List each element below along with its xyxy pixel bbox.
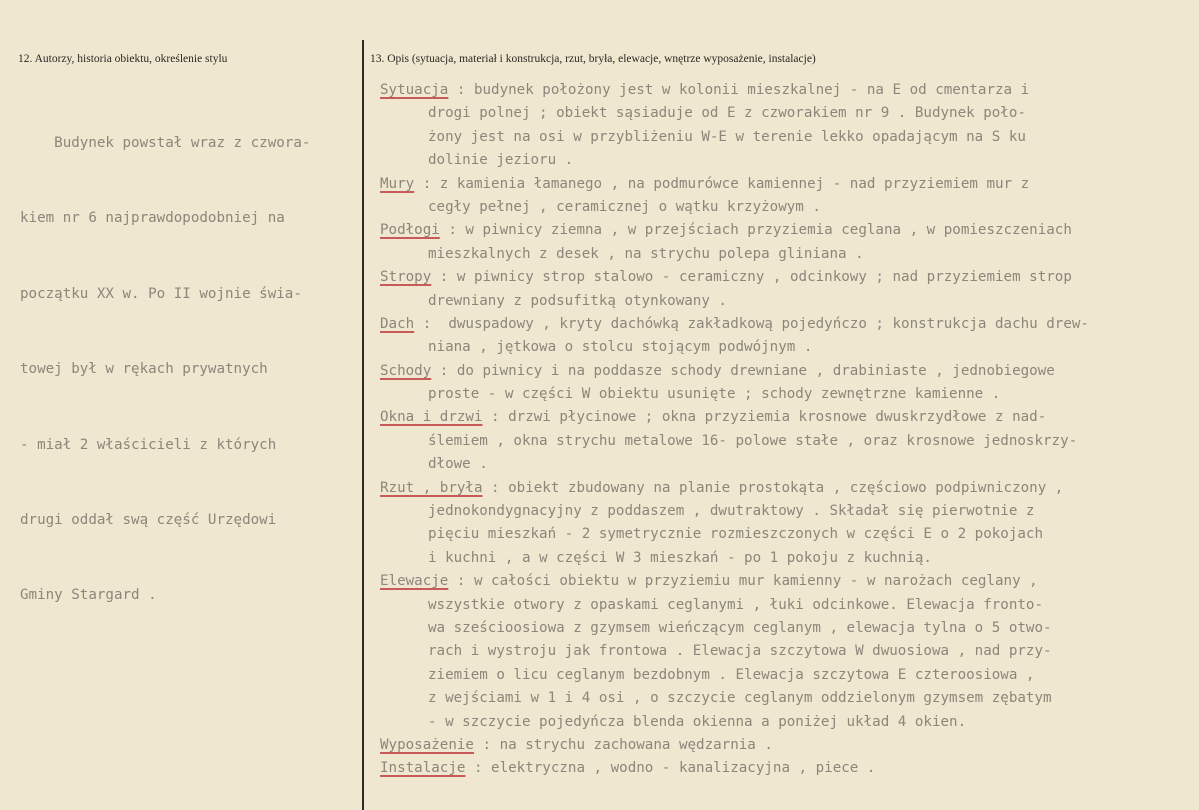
- section-heading: Podłogi: [380, 222, 440, 239]
- section-continuation-line: jednokondygnacyjny z poddaszem , dwutraktowy . Składał się pierwotnie z: [428, 503, 1035, 520]
- section-continuation-line: dłowe .: [428, 456, 488, 473]
- section-continuation-line: i kuchni , a w części W 3 mieszkań - po 1 pokoju z kuchnią.: [428, 549, 932, 566]
- description-section: [380, 360, 1195, 407]
- history-text: [20, 78, 360, 658]
- section-heading: Rzut , bryła: [380, 479, 483, 496]
- description-section: [380, 734, 1195, 757]
- section-continuation-line: żony jest na osi w przybliżeniu W-E w terenie lekko opadającym na S ku: [428, 128, 1026, 145]
- section-text: : z kamienia łamanego , na podmurówce kamiennej - nad przyziemiem mur z: [414, 175, 1030, 192]
- description-section: [380, 266, 1195, 313]
- section-continuation-line: proste - w części W obiektu usunięte ; schody zewnętrzne kamienne .: [428, 386, 1001, 403]
- section-continuation-line: - w szczycie pojedyńcza blenda okienna a poniżej układ 4 okien.: [428, 713, 967, 730]
- history-line: - miał 2 właścicieli z których: [20, 436, 277, 453]
- section-continuation-line: wa sześcioosiowa z gzymsem wieńczącym ceglanym , elewacja tylna o 5 otwo-: [428, 619, 1052, 636]
- section-first-line: [380, 757, 1195, 780]
- section-13-header: 13. Opis (sytuacja, materiał i konstrukcja, rzut, bryła, elewacje, wnętrze wyposażenie, instalacje): [370, 53, 816, 65]
- section-heading: Okna i drzwi: [380, 409, 483, 426]
- section-continuation-line: ślemiem , okna strychu metalowe 16- polowe stałe , oraz krosnowe jednoskrzy-: [428, 432, 1078, 449]
- section-first-line: [380, 313, 1195, 336]
- section-text: : w piwnicy strop stalowo - ceramiczny , odcinkowy ; nad przyziemiem strop: [431, 269, 1072, 286]
- description-section: [380, 313, 1195, 360]
- section-continuation-line: rach i wystroju jak frontowa . Elewacja szczytowa W dwuosiowa , nad przy-: [428, 643, 1052, 660]
- section-first-line: [380, 477, 1195, 500]
- section-continuation-line: z wejściami w 1 i 4 osi , o szczycie ceglanym oddzielonym gzymsem zębatym: [428, 690, 1052, 707]
- description-section: [380, 477, 1195, 571]
- section-12-header: 12. Autorzy, historia obiektu, określenie stylu: [18, 53, 228, 65]
- section-first-line: [380, 219, 1195, 242]
- section-continuation-line: dolinie jezioru .: [428, 152, 574, 169]
- section-heading: Wyposażenie: [380, 736, 474, 753]
- column-divider: [362, 40, 364, 810]
- section-text: : do piwnicy i na poddasze schody drewniane , drabiniaste , jednobiegowe: [431, 362, 1055, 379]
- section-first-line: [380, 266, 1195, 289]
- description-section: [380, 219, 1195, 266]
- history-line: drugi oddał swą część Urzędowi: [20, 511, 277, 528]
- history-line: towej był w rękach prywatnych: [20, 361, 268, 378]
- section-heading: Dach: [380, 315, 415, 332]
- section-text: : w piwnicy ziemna , w przejściach przyziemia ceglana , w pomieszczeniach: [439, 222, 1072, 239]
- section-continuation-line: niana , jętkowa o stolcu stojącym podwójnym .: [428, 339, 813, 356]
- section-first-line: [380, 734, 1195, 757]
- description-section: [380, 757, 1195, 780]
- section-continuation-line: drewniany z podsufitką otynkowany .: [428, 292, 727, 309]
- section-first-line: [380, 406, 1195, 429]
- section-continuation-line: drogi polnej ; obiekt sąsiaduje od E z czworakiem nr 9 . Budynek poło-: [428, 105, 1026, 122]
- history-line: Gminy Stargard .: [20, 587, 157, 604]
- section-text: : na strychu zachowana wędzarnia .: [473, 736, 773, 753]
- section-continuation-line: cegły pełnej , ceramicznej o wątku krzyżowym .: [428, 198, 821, 215]
- section-heading: Schody: [380, 362, 432, 379]
- section-text: : budynek położony jest w kolonii mieszkalnej - na E od cmentarza i: [448, 82, 1030, 98]
- history-line: początku XX w. Po II wojnie świa-: [20, 285, 302, 302]
- history-line: kiem nr 6 najprawdopodobniej na: [20, 210, 285, 227]
- section-first-line: [380, 79, 1195, 102]
- section-heading: Elewacje: [380, 573, 449, 590]
- description-section: [380, 570, 1195, 734]
- description-section: [380, 173, 1195, 220]
- section-text: : drzwi płycinowe ; okna przyziemia krosnowe dwuskrzydłowe z nad-: [482, 409, 1047, 426]
- section-first-line: [380, 570, 1195, 593]
- section-text: : elektryczna , wodno - kanalizacyjna , piece .: [465, 760, 876, 777]
- section-heading: Sytuacja: [380, 82, 449, 98]
- section-text: : obiekt zbudowany na planie prostokąta , częściowo podpiwniczony ,: [482, 479, 1064, 496]
- description-section: [380, 79, 1195, 173]
- section-text: : dwuspadowy , kryty dachówką zakładkową pojedyńczo ; konstrukcja dachu drew-: [414, 315, 1089, 332]
- section-heading: Mury: [380, 175, 415, 192]
- description-text: [380, 79, 1195, 781]
- section-continuation-line: ziemiem o licu ceglanym bezdobnym . Elewacja szczytowa E czteroosiowa ,: [428, 666, 1035, 683]
- history-line: Budynek powstał wraz z czwora-: [20, 135, 311, 151]
- section-heading: Instalacje: [380, 760, 466, 777]
- section-heading: Stropy: [380, 269, 432, 286]
- description-section: [380, 406, 1195, 476]
- section-text: : w całości obiektu w przyziemiu mur kamienny - w narożach ceglany ,: [448, 573, 1038, 590]
- section-continuation-line: wszystkie otwory z opaskami ceglanymi , łuki odcinkowe. Elewacja fronto-: [428, 596, 1043, 613]
- section-continuation-line: pięciu mieszkań - 2 symetrycznie rozmieszczonych w części E o 2 pokojach: [428, 526, 1043, 543]
- section-first-line: [380, 173, 1195, 196]
- section-first-line: [380, 360, 1195, 383]
- section-continuation-line: mieszkalnych z desek , na strychu polepa gliniana .: [428, 245, 864, 262]
